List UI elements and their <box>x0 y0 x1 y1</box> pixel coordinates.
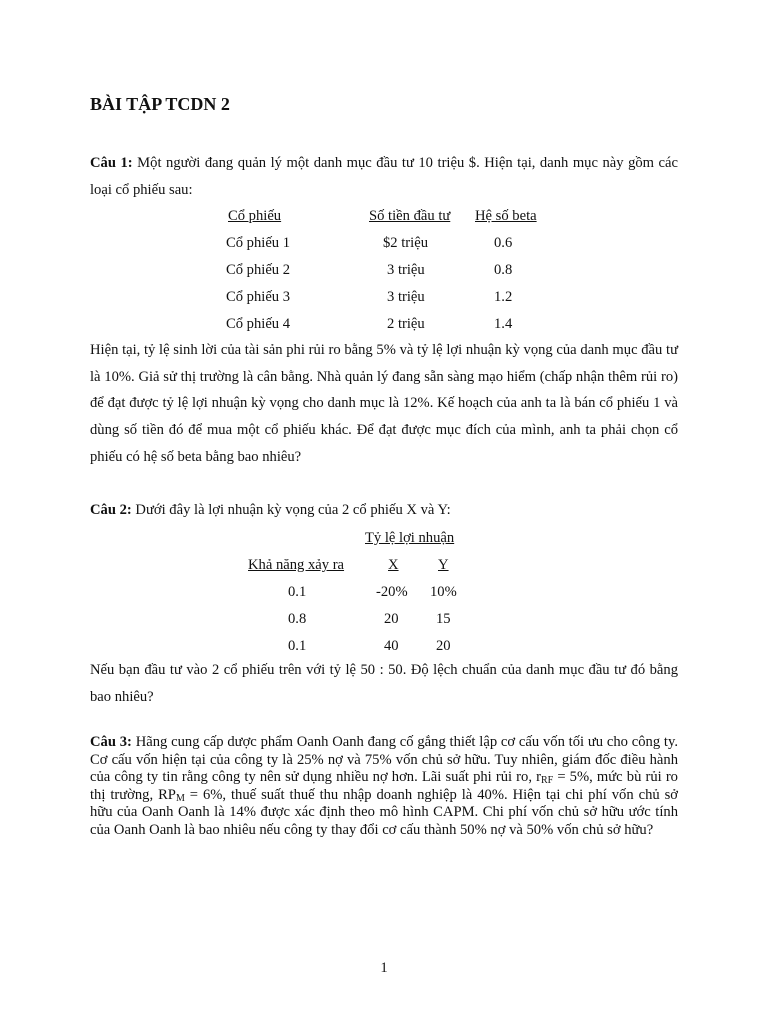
q2-row-1-probability: 0.1 <box>288 584 307 600</box>
q2-label: Câu 2: <box>90 502 132 518</box>
q1-intro <box>90 150 678 203</box>
page-number: 1 <box>380 960 388 976</box>
page-title: BÀI TẬP TCDN 2 <box>90 94 230 114</box>
q3-text-part-3: = 6%, thuế suất thuế thu nhập doanh nghiệp là 40%. Hiện tại chi phí vốn chủ sở hữu của Oanh Oanh là 14% được xác định theo mô hình CAPM. Chi phí vốn chủ sở hữu ước tính của Oanh Oanh là bao nhiêu nếu công ty thay đổi cơ cấu thành 50% nợ và 50% vốn chủ sở hữu? <box>90 786 679 838</box>
q1-row-2-stock: Cổ phiếu 2 <box>226 262 291 278</box>
q1-row-1-beta: 0.6 <box>494 235 513 251</box>
q2-header-x: X <box>388 557 399 573</box>
q1-row-4-stock: Cổ phiếu 4 <box>226 316 291 332</box>
q2-row-3-probability: 0.1 <box>288 638 307 654</box>
q1-row-4-beta: 1.4 <box>494 316 513 332</box>
q2-row-2-y: 15 <box>436 611 451 627</box>
q1-question: Hiện tại, tỷ lệ sinh lời của tài sản phi rủi ro bằng 5% và tỷ lệ lợi nhuận kỳ vọng của danh mục đầu tư là 10%. Giả sử thị trường là cân bằng. Nhà quản lý đang sẵn sàng mạo hiểm (chấp nhận thêm rủi ro) để đạt được tỷ lệ lợi nhuận kỳ vọng cho danh mục là 12%. Kế hoạch của anh ta là bán cổ phiếu 1 và dùng số tiền đó để mua một cổ phiếu khác. Để đạt được mục đích của mình, anh ta phải chọn cổ phiếu có hệ số beta bằng bao nhiêu? <box>90 342 678 465</box>
q3-subscript-rf: RF <box>540 775 554 787</box>
q1-row-3-stock: Cổ phiếu 3 <box>226 289 291 305</box>
q2-header-probability: Khả năng xảy ra <box>248 557 345 573</box>
q1-row-2-amount: 3 triệu <box>387 262 425 278</box>
q3-label: Câu 3: <box>90 734 132 750</box>
q2-row-1-y: 10% <box>430 584 457 600</box>
q3-text-part-2: = 5%, mức bù rủi ro thị trường, RP <box>90 769 678 803</box>
q2-row-1-x: -20% <box>376 584 408 600</box>
q3-paragraph <box>90 734 678 840</box>
q1-header-beta: Hệ số beta <box>475 208 537 224</box>
q2-intro <box>90 497 678 524</box>
q1-row-3-amount: 3 triệu <box>387 289 425 305</box>
q1-row-4-amount: 2 triệu <box>387 316 425 332</box>
q1-row-1-amount: $2 triệu <box>383 235 428 251</box>
q3-text-part-1: Hãng cung cấp dược phẩm Oanh Oanh đang cố gắng thiết lập cơ cấu vốn tối ưu cho công ty. Cơ cấu vốn hiện tại của công ty là 25% nợ và 75% vốn chủ sở hữu. Tuy nhiên, giám đốc điều hành của công ty tin rằng công ty nên sử dụng nhiều nợ hơn. Lãi suất phi rủi ro, r <box>90 734 678 786</box>
q1-row-1-stock: Cổ phiếu 1 <box>226 235 291 251</box>
q2-row-3-x: 40 <box>384 638 399 654</box>
q1-row-2-beta: 0.8 <box>494 262 513 278</box>
q2-row-2-x: 20 <box>384 611 399 627</box>
q1-header-stock: Cổ phiếu <box>228 208 282 224</box>
q1-intro-text: Một người đang quản lý một danh mục đầu tư 10 triệu $. Hiện tại, danh mục này gồm các loại cổ phiếu sau: <box>90 155 678 198</box>
q2-intro-text: Dưới đây là lợi nhuận kỳ vọng của 2 cổ phiếu X và Y: <box>135 502 451 518</box>
q1-header-amount: Số tiền đầu tư <box>369 208 451 224</box>
q2-row-3-y: 20 <box>436 638 451 654</box>
q1-row-3-beta: 1.2 <box>494 289 513 305</box>
q2-question: Nếu bạn đầu tư vào 2 cổ phiếu trên với tỷ lệ 50 : 50. Độ lệch chuẩn của danh mục đầu tư đó bằng bao nhiêu? <box>90 662 678 705</box>
q3-subscript-m: M <box>175 792 185 804</box>
q2-header-y: Y <box>438 557 449 573</box>
q2-group-header: Tỷ lệ lợi nhuận <box>365 530 455 546</box>
q1-label: Câu 1: <box>90 155 133 171</box>
q2-row-2-probability: 0.8 <box>288 611 307 627</box>
